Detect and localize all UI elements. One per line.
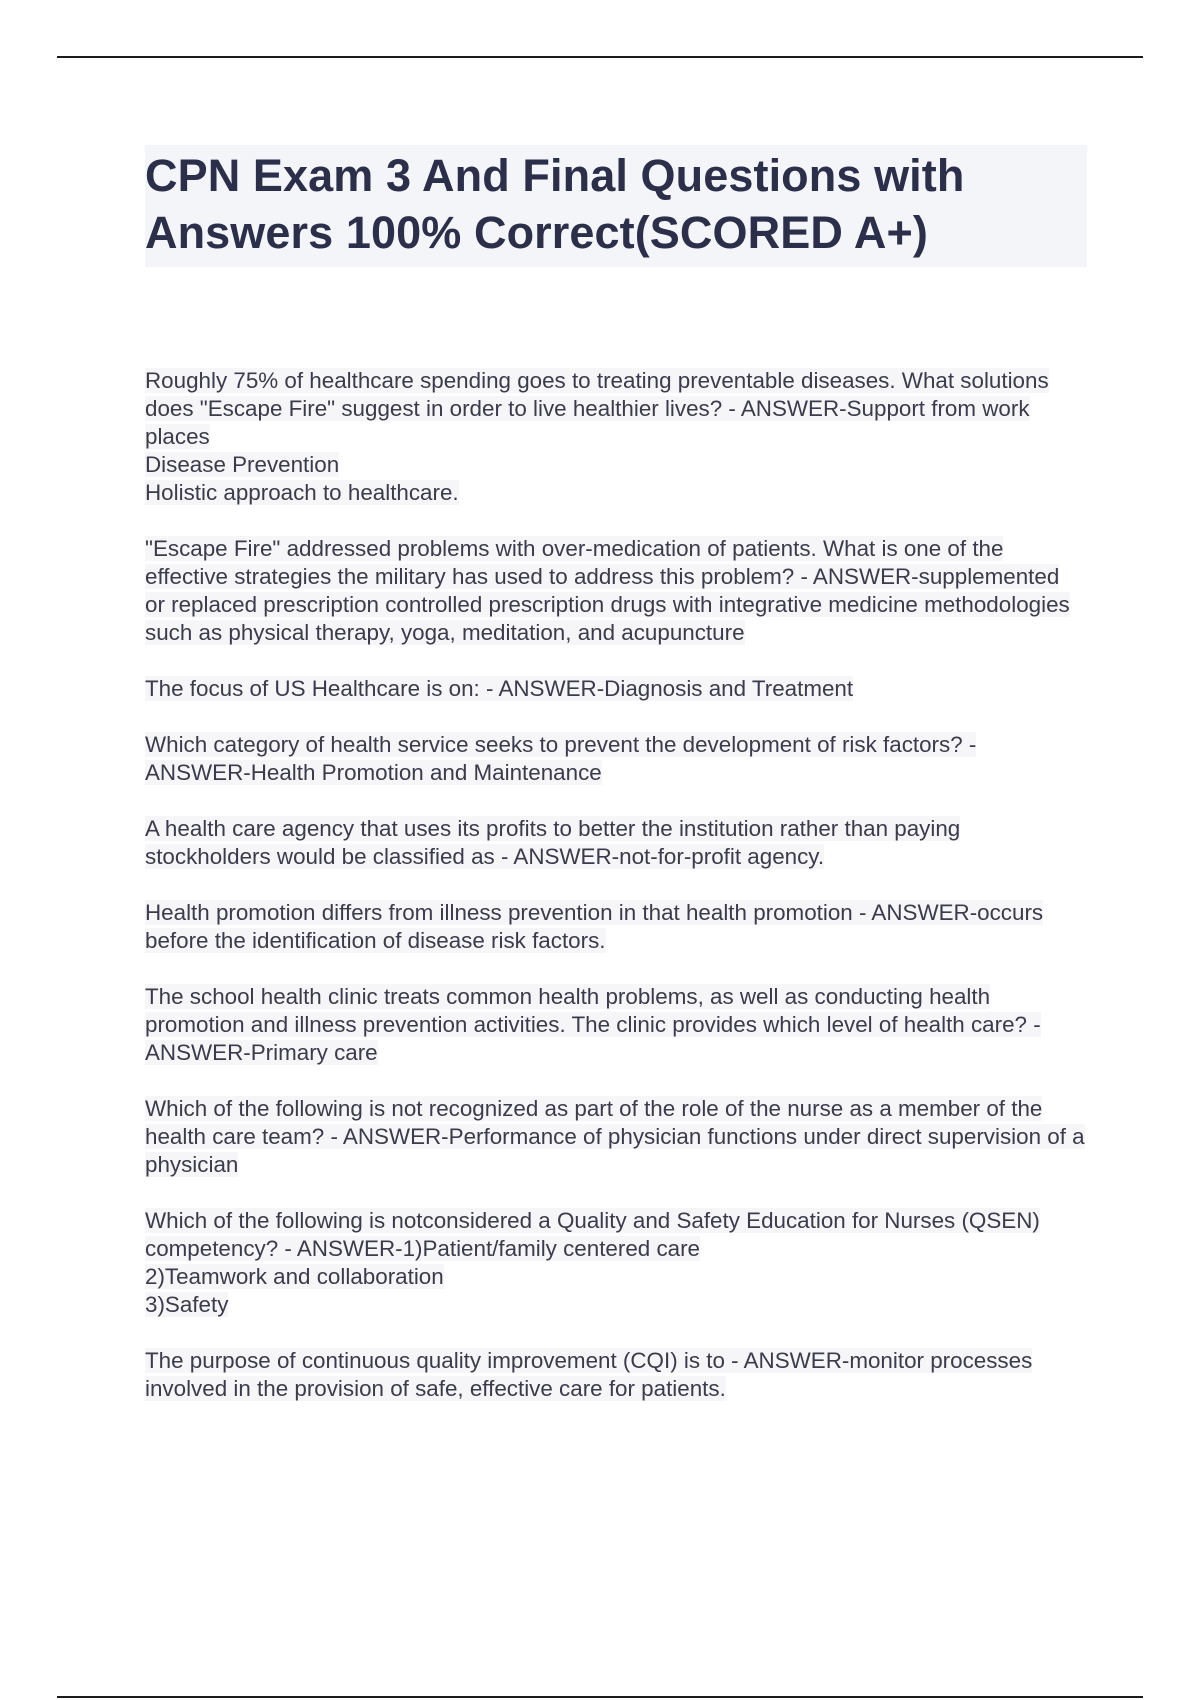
qa-text: Which of the following is not recognized as part of the role of the nurse as a member of the health care team? - ANSWER-Performance of physician functions under direct supervision of a physician <box>145 1096 1085 1177</box>
qa-list <box>145 367 1085 1431</box>
qa-item <box>145 1347 1085 1403</box>
qa-item <box>145 731 1085 787</box>
qa-item <box>145 983 1085 1067</box>
qa-text: Which category of health service seeks to prevent the development of risk factors? - ANSWER-Health Promotion and Maintenance <box>145 732 977 785</box>
document-title: CPN Exam 3 And Final Questions with Answers 100% Correct(SCORED A+) <box>145 150 965 258</box>
qa-text: "Escape Fire" addressed problems with over-medication of patients. What is one of the effective strategies the military has used to address this problem? - ANSWER-supplemented or replaced prescription controlled prescription drugs with integrative medicine methodologies such as physical therapy, yoga, meditation, and acupuncture <box>145 536 1070 645</box>
qa-text: The purpose of continuous quality improvement (CQI) is to - ANSWER-monitor processes involved in the provision of safe, effective care for patients. <box>145 1348 1033 1401</box>
qa-text: The focus of US Healthcare is on: - ANSWER-Diagnosis and Treatment <box>145 676 854 701</box>
bottom-rule <box>57 1696 1143 1698</box>
qa-item <box>145 815 1085 871</box>
qa-item <box>145 367 1085 507</box>
qa-text: The school health clinic treats common health problems, as well as conducting health promotion and illness prevention activities. The clinic provides which level of health care? - ANSWER-Primary care <box>145 984 1041 1065</box>
qa-item <box>145 535 1085 647</box>
title-block <box>145 145 1087 267</box>
qa-text: Health promotion differs from illness prevention in that health promotion - ANSWER-occurs before the identification of disease risk factors. <box>145 900 1044 953</box>
qa-item <box>145 1095 1085 1179</box>
top-rule <box>57 56 1143 58</box>
qa-text: A health care agency that uses its profits to better the institution rather than paying stockholders would be classified as - ANSWER-not-for-profit agency. <box>145 816 961 869</box>
qa-text: Which of the following is notconsidered a Quality and Safety Education for Nurses (QSEN) competency? - ANSWER-1)Patient/family centered care 2)Teamwork and collaboration 3)Safety <box>145 1208 1040 1317</box>
qa-item <box>145 1207 1085 1319</box>
qa-item <box>145 675 1085 703</box>
qa-text: Roughly 75% of healthcare spending goes to treating preventable diseases. What solutions does "Escape Fire" suggest in order to live healthier lives? - ANSWER-Support from work places Disease Prevention Holistic approach to healthcare. <box>145 368 1049 505</box>
qa-item <box>145 899 1085 955</box>
